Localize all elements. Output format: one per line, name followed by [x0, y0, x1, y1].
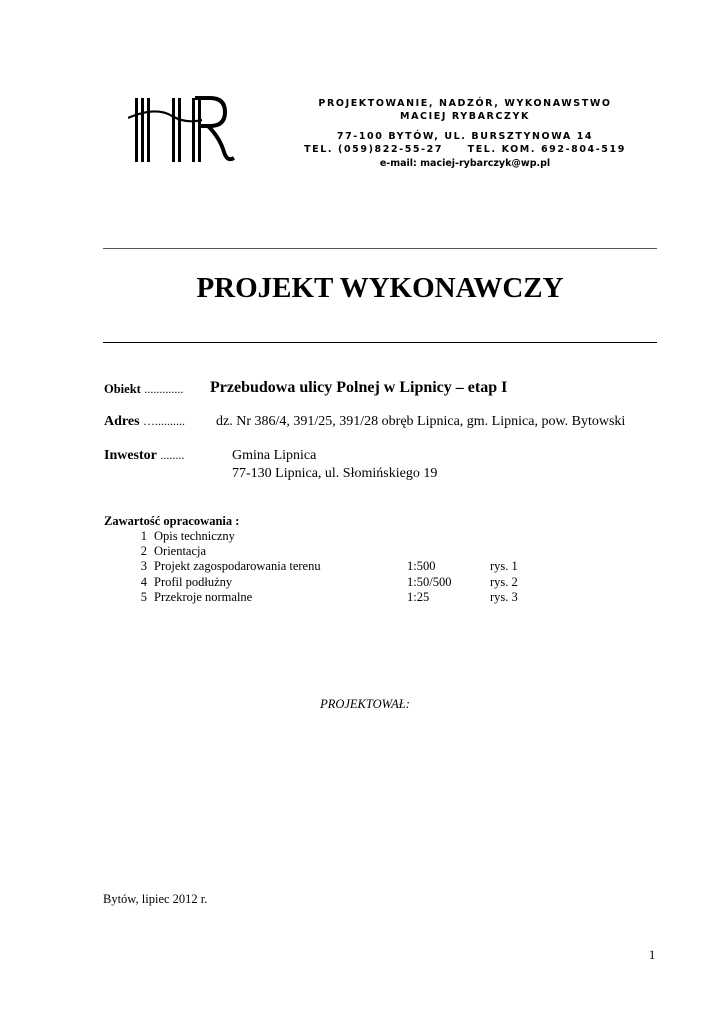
company-phones: TEL. (059)822-55-27 TEL. KOM. 692-804-519 [304, 144, 626, 155]
hr-monogram-logo [128, 96, 243, 166]
contents-heading: Zawartość opracowania : [104, 514, 240, 528]
obiekt-dots: ............. [144, 382, 184, 396]
inwestor-label-group [104, 448, 184, 464]
designer-label: PROJEKTOWAŁ: [320, 697, 410, 711]
obiekt-value: Przebudowa ulicy Polnej w Lipnicy – etap I [210, 379, 508, 396]
adres-dots: ….......... [143, 414, 186, 428]
company-address: 77-100 BYTÓW, UL. BURSZTYNOWA 14 [336, 131, 594, 142]
bottom-divider [103, 342, 657, 343]
page-number: 1 [649, 948, 656, 962]
top-divider [103, 248, 657, 249]
company-services: PROJEKTOWANIE, NADZÓR, WYKONAWSTWO [318, 98, 612, 109]
obiekt-label: Obiekt [104, 382, 141, 396]
page-title: PROJEKT WYKONAWCZY [196, 272, 564, 304]
company-email[interactable]: e-mail: maciej-rybarczyk@wp.pl [379, 158, 551, 169]
inwestor-address: 77-130 Lipnica, ul. Słomińskiego 19 [232, 466, 438, 481]
obiekt-label-group [104, 382, 183, 398]
svg-text:HR: HR [138, 165, 140, 166]
company-owner: MACIEJ RYBARCZYK [400, 111, 530, 122]
adres-label-group [104, 414, 185, 430]
inwestor-dots: ........ [160, 448, 185, 462]
place-date: Bytów, lipiec 2012 r. [103, 892, 208, 906]
adres-label: Adres [104, 414, 140, 429]
adres-value: dz. Nr 386/4, 391/25, 391/28 obręb Lipnica, gm. Lipnica, pow. Bytowski [216, 414, 626, 429]
inwestor-label: Inwestor [104, 448, 157, 463]
inwestor-name: Gmina Lipnica [232, 448, 317, 463]
